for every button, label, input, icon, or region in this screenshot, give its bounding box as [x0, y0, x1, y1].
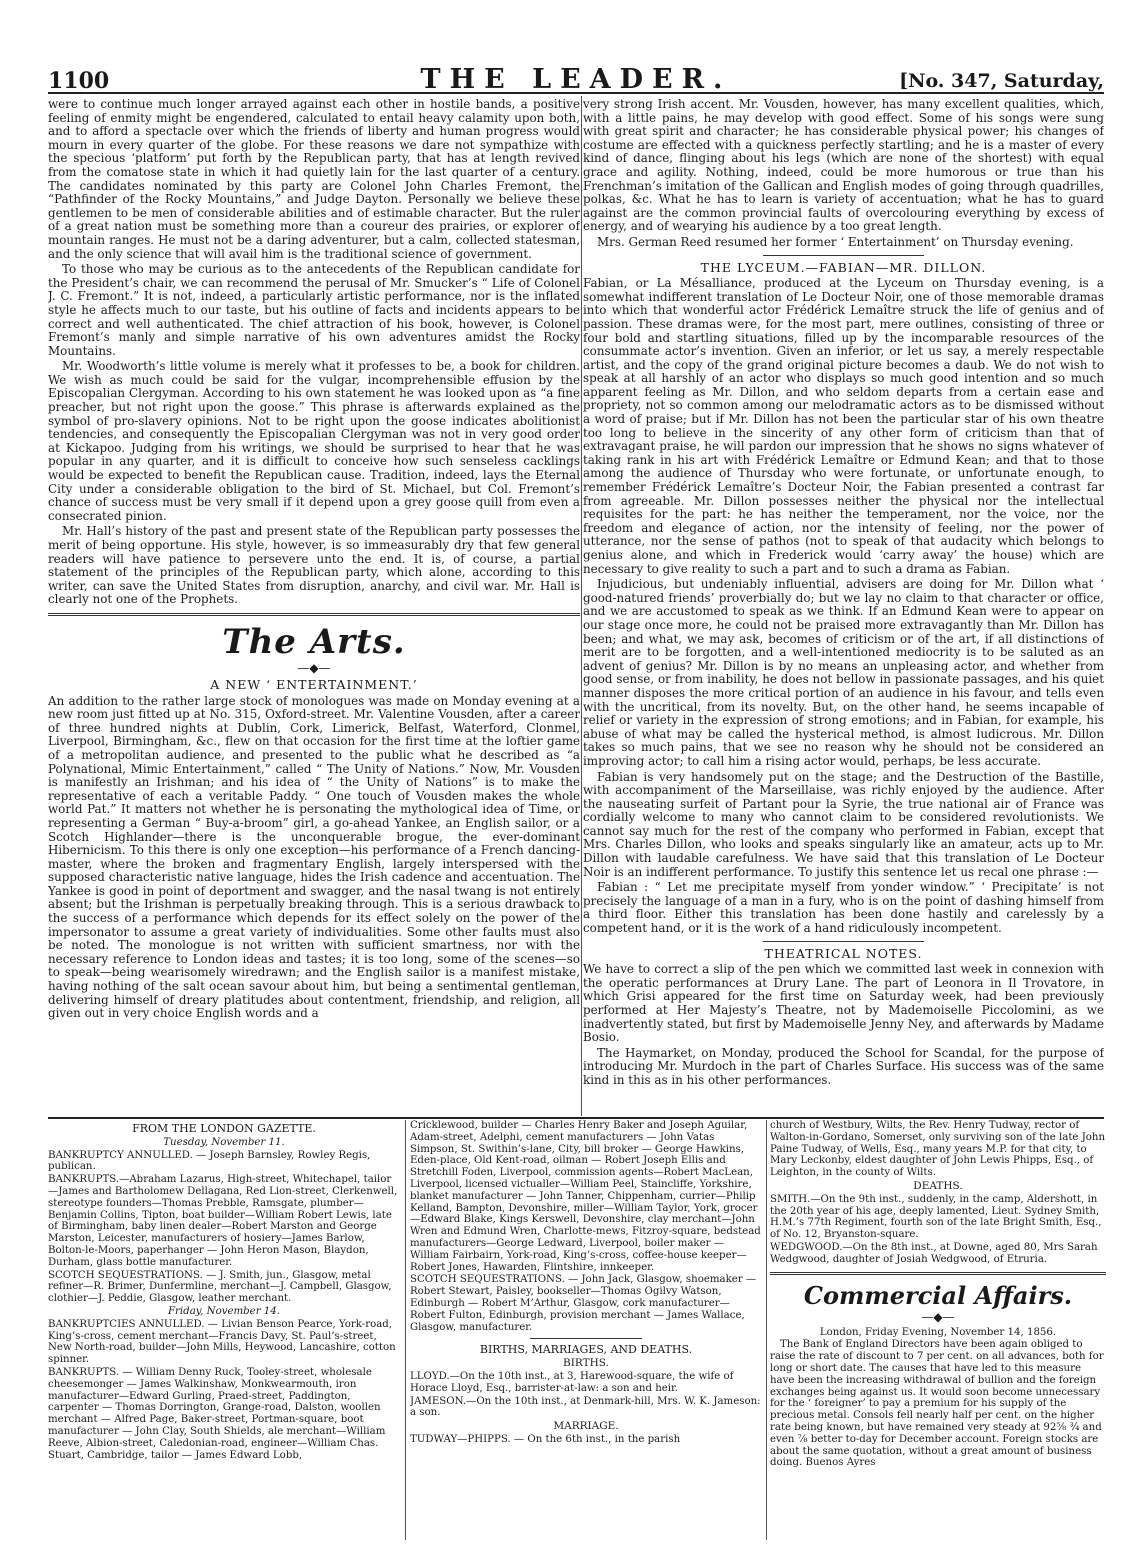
paragraph: very strong Irish accent. Mr. Vousden, however, has many excellent qualities, which, with a little pains, he may develop with good effect. Some of his songs were sung with great spirit and character; he has considerable physical power; his changes of costume are effected with a quickness perfectly startling; and he is a master of every kind of dance, flinging about his legs (which are none of the shortest) with equal grace and agility. Nothing, indeed, could be more humorous or true than his Frenchman’s imitation of the Gallican and English modes of going through quadrilles, polkas, &c. What he has to learn is variety of accentuation; what he has to guard against are the common provincial faults of overcolouring everything by excess of energy, and of wearying his audience by a too great length. [583, 98, 1104, 234]
gazette-entry: BANKRUPTCY ANNULLED. — Joseph Barnsley, Rowley Regis, publican. [48, 1149, 371, 1173]
gazette-date: Friday, November 14. [167, 1305, 281, 1317]
paragraph: Mrs. German Reed resumed her former ‘ Entertainment’ on Thursday evening. [597, 234, 1074, 249]
paragraph: Mr. Woodworth’s little volume is merely what it professes to be, a book for children. We wish as much could be said for the vulgar, incomprehensible effusion by the Episcopalian Clergyman. According to his own statement he was looked upon as “a fine preacher, but not right upon the goose.” This phrase is afterwards explained as the symbol of pro-slavery opinions. Not to be right upon the goose indicates abolitionist tendencies, and consequently the Episcopalian Clergyman was not in very good order at Kickapoo. Judging from his writings, we should be surprised to hear that he was popular in any quarter, and it is difficult to conceive how such senseless cacklings would be expected to benefit the Republican cause. Tradition, indeed, lays the Eternal City under a considerable obligation to the bird of St. Michael, but Col. Fremont’s chance of success must be very small if it depend upon a grey goose quill from even a consecrated pinion. [48, 359, 580, 523]
dateline: London, Friday Evening, November 14, 1856. [819, 1326, 1057, 1338]
lyceum-heading: THE LYCEUM.—FABIAN—MR. DILLON. [700, 259, 987, 275]
section-rule [530, 1338, 642, 1339]
notices-commercial-column [770, 1120, 1106, 1540]
left-column [48, 98, 580, 1118]
gazette-entry: Cricklewood, builder — Charles Henry Baker and Joseph Aguilar, Adam-street, Adelphi, cement manufacturers — John Vatas Simpson, St. Swithin’s-lane, City, bill broker — George Hawkins, Eden-place, Old Kent-road, oilman — Robert Joseph Ellis and Stretchill Foden, Liverpool, commission agents—Robert MacLean, Liverpool, licensed victualler—William Peel, Staincliffe, Yorkshire, blanket manufacturer — John Tanner, Chippenham, currier—Philip Kelland, Bampton, Devonshire, miller—William Taylor, York, grocer—Edward Blake, Kings Kerswell, Devonshire, clay merchant—John Wren and Edmund Wren, Charlotte-mews, Fitzroy-square, bedstead manufacturers—George Ledward, Liverpool, boiler maker — William Fairbairn, York-road, King’s-cross, coffee-house keeper—Robert Jones, Hawarden, Flintshire, innkeeper. [410, 1120, 761, 1273]
arts-heading: The Arts. [222, 621, 406, 662]
paragraph: Injudicious, but undeniably influential, advisers are doing for Mr. Dillon what ‘ good-natured friends’ proverbially do; but we lay no claim to that character or office, and we are accustomed to speak as we think. If an Edmund Kean were to appear on our stage once more, he could not be praised more extravagantly than Mr. Dillon has been; and what, we may ask, becomes of criticism or of the art, if all distinctions of merit are to be forgotten, and a well-intentioned mediocrity is to be saluted as an advent of genius? Mr. Dillon is by no means an unpleasing actor, and whether from good sense, or from inability, he does not bellow in passionate passages, and his quiet manner disposes the more critical portion of an audience in his favour, and tells even with the uncritical, from its novelty. But, on the other hand, he seems incapable of relief or variety in the expression of strong emotions; and in Fabian, for example, his abuse of what may be called the hysterical method, is almost ludicrous. Mr. Dillon takes so much pains, that we see no reason why he should not be considered an improving actor; to call him a rising actor would, perhaps, be less accurate. [583, 577, 1104, 768]
paragraph: Fabian is very handsomely put on the stage; and the Destruction of the Bastille, with accompaniment of the Marseillaise, was richly enjoyed by the audience. After the nauseating surfeit of Partant pour la Syrie, the true national air of France was cordially welcome to many who cannot claim to be considered revolutionists. We cannot say much for the rest of the company who performed in Fabian, except that Mrs. Charles Dillon, who looks and speaks singularly like an amateur, acts up to Mr. Dillon with laudable carefulness. We have said that this translation of Le Docteur Noir is an indifferent performance. To justify this sentence let us recal one phrase :— [583, 769, 1104, 879]
notice-entry: church of Westbury, Wilts, the Rev. Henry Tudway, rector of Walton-in-Gordano, Somerset, only surviving son of the late John Paine Tudway, of Wells, Esq., many years M.P. for that city, to Mary Leckonby, eldest daughter of John Lewis Phipps, Esq., of Leighton, in the county of Wilts. [770, 1120, 1106, 1179]
lower-section-rule [48, 1117, 1104, 1119]
column-divider [766, 1120, 767, 1540]
paragraph: Fabian, or La Mésalliance, produced at the Lyceum on Thursday evening, is a somewhat indifferent translation of Le Docteur Noir, one of those memorable dramas into which that wonderful actor Frédérick Lemaître struck the life of genius and of passion. These dramas were, for the most part, mere outlines, consisting of three or four bold and startling situations, filled up by the incomparable resources of the consummate actor’s invention. Given an inferior, or let us say, a merely respectable artist, and the copy of the grand original picture becomes a daub. We do not wish to speak at all harshly of an actor who displays so much good intention and so much apparent feeling as Mr. Dillon, and who seldom departs from a certain ease and propriety, not so common among our melodramatic actors as to be dismissed without a word of praise; but if Mr. Dillon has not been the particular star of his own theatre too long to believe in the sincerity of any other form of criticism than that of extravagant praise, he will pardon our impression that he shows no signs whatever of taking rank in his art with Frédérick Lemaître or Edmund Kean; and that to those among the audience of Thursday who were fortunate, or unfortunate enough, to remember Frédérick Lemaître’s Docteur Noir, the Fabian presented a contrast far from agreeable. Mr. Dillon possesses neither the physical nor the intellectual requisites for the part: he has neither the temperament, nor the voice, nor the freedom and elegance of action, nor the intensity of feeling, nor the power of utterance, nor the sense of pathos (not to speak of that audacity which belongs to genius alone, and which in Frederick would ‘carry away’ the house) which are necessary to give reality to such a part and to such a drama as Fabian. [583, 276, 1104, 576]
paragraph: The Haymarket, on Monday, produced the School for Scandal, for the purpose of introducing Mr. Murdoch in the part of Charles Surface. His success was of the same kind in this as in his other performances. [583, 1045, 1104, 1087]
gazette-date: Tuesday, November 11. [163, 1136, 285, 1148]
gazette-entry: BANKRUPTS.—Abraham Lazarus, High-street, Whitechapel, tailor—James and Bartholomew Dellagana, Red Lion-street, Clerkenwell, stereotype founders—Thomas Prebble, Ramsgate, plumber—Benjamin Collins, Tipton, boat builder—William Robert Lewis, late of Birmingham, baby linen dealer—Robert Marston and George Marston, Leicester, manufacturers of hosiery—James Barlow, Bolton-le-Moors, paperhanger — John Heron Mason, Blaydon, Durham, glass bottle manufacturer. [48, 1174, 398, 1268]
section-rule [48, 613, 580, 616]
gazette-heading: FROM THE LONDON GAZETTE. [132, 1122, 316, 1135]
paragraph: An addition to the rather large stock of monologues was made on Monday evening at a new room just fitted up at No. 315, Oxford-street. Mr. Valentine Vousden, after a career of three hundred nights at Dublin, Cork, Limerick, Belfast, Waterford, Clonmel, Liverpool, Birmingham, &c., flew on that occasion for the first time at the loftier game of a metropolitan audience, and presented to the public what he described as “a Polynational, Mimic Entertainment,” called “ The Unity of Nations.” Now, Mr. Vousden is manifestly an Irishman; and his idea of “ the Unity of Nations” is to make the representative of each a veritable Paddy. “ One touch of Vousden makes the whole world Pat.” It matters not whether he is personating the mythological idea of Time, or representing a German “ Buy-a-broom” girl, a go-ahead Yankee, an English sailor, or a Scotch Highlander—there is the unconquerable brogue, the ever-dominant Hibernicism. To this there is only one exception—his performance of a French dancing-master, where the broken and fragmentary English, largely interspersed with the supposed characteristic native language, hides the Irish cadence and accentuation. The Yankee is good in point of deportment and swagger, and the nasal twang is not entirely absent; but the Irishman is perpetually breaking through. This is a serious drawback to the success of a performance which depends for its effect solely on the power of the impersonator to assume a great variety of individualities. Some other faults must also be noted. The monologue is not written with sufficient smartness, nor with the necessary reference to London ideas and tastes; it is too long, some of the scenes—so to speak—being wearisomely wiredrawn; and the English sailor is a manifest mistake, having nothing of the salt ocean savour about him, but being a sentimental gentleman, delivering himself of dreary platitudes about contentment, friendship, and religion, all given out in very choice English words and a [48, 693, 580, 1021]
newspaper-title: THE LEADER. [420, 64, 732, 95]
section-rule [770, 1272, 1106, 1275]
ornament: —◆— [297, 660, 331, 675]
notice-entry: TUDWAY—PHIPPS. — On the 6th inst., in the parish [410, 1433, 681, 1445]
paragraph: Mr. Hall’s history of the past and present state of the Republican party possesses the merit of being opportune. His style, however, is so immeasurably dry that few general readers will have patience to persevere unto the end. It is, of course, a partial statement of the principles of the Republican party, which alone, according to this writer, can save the United States from disruption, anarchy, and civil war. Mr. Hall is clearly not one of the Prophets. [48, 524, 580, 607]
gazette-entry: SCOTCH SEQUESTRATIONS. — J. Smith, jun., Glasgow, metal refiner—R. Brimer, Dunfermline, merchant—J. Campbell, Glasgow, clothier—J. Peddie, Glasgow, leather merchant. [48, 1269, 392, 1305]
theatrical-notes-heading: THEATRICAL NOTES. [764, 945, 923, 961]
paragraph: Fabian : “ Let me precipitate myself from yonder window.” ‘ Precipitate’ is not precisely the language of a man in a fury, who is on the point of dashing himself from a third floor. Either this translation has been done hastily and carelessly by a competent hand, or it is the work of a hand ridiculously incompetent. [583, 880, 1104, 936]
gazette-entry: BANKRUPTCIES ANNULLED. — Livian Benson Pearce, York-road, King’s-cross, cement merchant—Francis Davy, St. Paul’s-street, New North-road, builder—John Mills, Heywood, Lancashire, cotton spinner. [48, 1318, 396, 1366]
ornament: —◆— [921, 1309, 955, 1324]
issue-label: [No. 347, Saturday, [899, 70, 1104, 92]
column-divider [581, 96, 582, 1116]
section-rule [763, 255, 924, 256]
paragraph: We have to correct a slip of the pen which we committed last week in connexion with the operatic performances at Drury Lane. The part of Leonora in Il Trovatore, in which Grisi appeared for the first time on Saturday week, had been previously performed at Her Majesty’s Theatre, not by Mademoiselle Piccolomini, as we inadvertently stated, but first by Mademoiselle Jenny Ney, and afterwards by Madame Bosio. [583, 962, 1104, 1045]
commercial-heading: Commercial Affairs. [803, 1280, 1073, 1310]
section-rule [763, 941, 924, 942]
paragraph: The Bank of England Directors have been again obliged to raise the rate of discount to 7 per cent. on all advances, both for long or short date. The causes that have led to this measure have been the increasing withdrawal of bullion and the foreign exchanges being against us. It would soon become unnecessary for the ‘ foreigner’ to pay a premium for his supply of the precious metal. Consols fell nearly half per cent. on the higher rate being known, but have remained very steady at 92⅝ ¾ and even ⅞ better to-day for December account. Foreign stocks are about the same quotation, without a great amount of business doing. Buenos Ayres [770, 1339, 1104, 1469]
notice-entry: LLOYD.—On the 10th inst., at 3, Harewood-square, the wife of Horace Lloyd, Esq., barrister-at-law: a son and heir. [410, 1370, 734, 1394]
masthead-rule [48, 92, 1104, 94]
births-subheading: BIRTHS. [563, 1357, 609, 1370]
paragraph: were to continue much longer arrayed against each other in hostile bands, a positive feeling of enmity might be engendered, calculated to entail heavy calamity upon both, and to afford a spectacle over which the friends of liberty and human progress would mourn in every quarter of the globe. For these reasons we dare not sympathize with the specious ‘platform’ put forth by the Republican party, that has at length revived from the comatose state in which it had quietly lain for the last quarter of a century. The candidates nominated by this party are Colonel John Charles Fremont, the “Pathfinder of the Rocky Mountains,” and Judge Dayton. Personally we believe these gentlemen to be men of considerable abilities and of estimable character. But the ruler of a great nation must be something more than a coureur des prairies, or explorer of mountain ranges. He must not be a daring adventurer, but a calm, collected statesman, and the only science that will avail him is the traditional science of government. [48, 98, 580, 261]
marriage-subheading: MARRIAGE. [553, 1420, 619, 1433]
column-divider [405, 1120, 406, 1540]
notice-entry: SMITH.—On the 9th inst., suddenly, in the camp, Aldershott, in the 20th year of his age, deeply lamented, Lieut. Sydney Smith, H.M.’s 77th Regiment, fourth son of the late Bright Smith, Esq., of No. 12, Bryanston-square. [770, 1193, 1102, 1241]
entertainment-heading: A NEW ‘ ENTERTAINMENT.’ [210, 676, 418, 692]
gazette-continued-column [410, 1120, 762, 1540]
gazette-column [48, 1120, 400, 1540]
notice-entry: JAMESON.—On the 10th inst., at Denmark-hill, Mrs. W. K. Jameson: a son. [410, 1395, 761, 1419]
gazette-entry: BANKRUPTS. — William Denny Ruck, Tooley-street, wholesale cheesemonger — James Walkinshaw, Monkwearmouth, iron manufacturer—Edward Gurling, Praed-street, Paddington, carpenter — Thomas Dorrington, Grange-road, Dalston, woollen merchant — Alfred Page, Baker-street, Portman-square, boot manufacturer — John Clay, South Shields, ale merchant—William Reeve, Albion-street, Caledonian-road, engineer—William Chas. Stuart, Cambridge, tailor — James Edward Lobb, [48, 1366, 386, 1461]
deaths-subheading: DEATHS. [913, 1179, 963, 1192]
right-column [583, 98, 1104, 1118]
page-number: 1100 [48, 68, 110, 94]
paragraph: To those who may be curious as to the antecedents of the Republican candidate for the President’s chair, we can recommend the perusal of Mr. Smucker’s “ Life of Colonel J. C. Fremont.” It is not, indeed, a particularly artistic performance, nor is the inflated style he affects much to our taste, but his outline of facts and incidents appears to be correct and well authenticated. The chief attraction of his book, however, is Colonel Fremont’s manly and simple narrative of his own adventures amidst the Rocky Mountains. [48, 262, 580, 358]
bmd-heading: BIRTHS, MARRIAGES, AND DEATHS. [479, 1343, 693, 1357]
masthead [48, 50, 1104, 94]
gazette-entry: SCOTCH SEQUESTRATIONS. — John Jack, Glasgow, shoemaker — Robert Stewart, Paisley, bookseller—Thomas Ogilvy Watson, Edinburgh — Robert M’Arthur, Glasgow, cork manufacturer—Robert Fulton, Edinburgh, provision merchant — James Wallace, Glasgow, manufacturer. [410, 1274, 757, 1333]
notice-entry: WEDGWOOD.—On the 8th inst., at Downe, aged 80, Mrs Sarah Wedgwood, daughter of Josiah Wedgwood, of Etruria. [770, 1241, 1098, 1265]
